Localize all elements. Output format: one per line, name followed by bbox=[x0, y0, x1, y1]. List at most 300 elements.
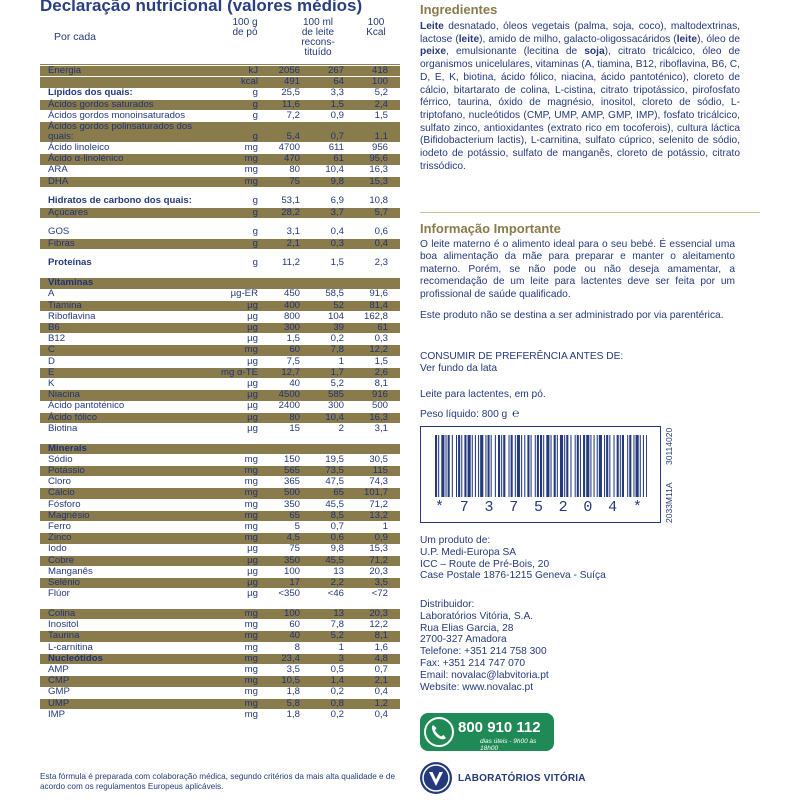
nutrition-cell-name: Fósforo bbox=[48, 498, 81, 510]
nutrition-cell-v2: 52 bbox=[333, 299, 344, 311]
nutrition-cell-v3: 91,6 bbox=[369, 288, 388, 300]
nutrition-cell-name: Energia bbox=[48, 65, 82, 76]
nutrition-row bbox=[40, 258, 400, 268]
barcode-side-codes: 2033M11A 30114020 bbox=[664, 428, 674, 523]
nutrition-cell-name: K bbox=[48, 378, 55, 389]
barcode-bar bbox=[560, 435, 563, 497]
barcode-bar bbox=[435, 435, 437, 497]
nutrition-cell-v1: 7,2 bbox=[286, 109, 300, 121]
nutrition-cell-unit: µg bbox=[247, 310, 258, 322]
nutrition-cell-v3: 12,2 bbox=[369, 619, 388, 631]
nutrition-cell-v3: 115 bbox=[372, 465, 388, 476]
nutrition-title: Declaração nutricional (valores médios) bbox=[40, 0, 363, 15]
nutrition-cell-unit: µg bbox=[247, 333, 258, 345]
barcode-bar bbox=[551, 435, 552, 497]
nutrition-cell-name: Manganês bbox=[48, 565, 93, 577]
nutrition-cell-v2: 45,5 bbox=[325, 498, 344, 510]
product-type: Leite para lactentes, em pó. bbox=[420, 389, 546, 400]
nutrition-cell-v3: 1,5 bbox=[374, 109, 388, 121]
nutrition-cell-v2: 1 bbox=[338, 355, 344, 367]
nutrition-cell-v3: 2,1 bbox=[374, 675, 388, 687]
nutrition-cell-v1: 60 bbox=[289, 344, 300, 356]
nutrition-cell-v3: 0,6 bbox=[374, 226, 388, 238]
nutrition-cell-name: L-carnitina bbox=[48, 641, 93, 653]
nutrition-cell-name: Flúor bbox=[48, 588, 70, 600]
nutrition-cell-unit: µg bbox=[247, 355, 258, 367]
section-divider bbox=[420, 212, 760, 213]
barcode-bar bbox=[614, 435, 615, 497]
barcode-bar bbox=[452, 435, 453, 497]
nutrition-cell-v3: 10,8 bbox=[369, 195, 388, 207]
barcode-bar bbox=[617, 435, 619, 497]
nutrition-cell-unit: mg bbox=[244, 164, 258, 176]
nutrition-cell-v1: 3,1 bbox=[286, 226, 300, 238]
nutrition-cell-v1: 2400 bbox=[278, 400, 300, 412]
barcode-bar bbox=[456, 435, 457, 497]
nutrition-cell-unit: mg bbox=[244, 453, 258, 465]
nutrition-row bbox=[40, 289, 400, 299]
nutrition-cell-v2: 3,3 bbox=[330, 87, 344, 99]
nutrition-cell-unit: mg bbox=[244, 532, 258, 544]
barcode-bar bbox=[564, 435, 565, 497]
nutrition-cell-name: Ácidos gordos monoinsaturados bbox=[48, 109, 186, 121]
nutrition-row bbox=[40, 154, 400, 164]
nutrition-cell-unit: mg bbox=[244, 153, 258, 165]
nutrition-cell-unit: mg bbox=[244, 675, 258, 687]
nutrition-cell-v3: 418 bbox=[371, 65, 388, 76]
nutrition-cell-v3: 2,6 bbox=[374, 366, 388, 378]
nutrition-cell-name: B12 bbox=[48, 333, 66, 345]
nutrition-cell-v2: 1,5 bbox=[330, 98, 344, 110]
v-logo-icon bbox=[420, 762, 452, 794]
nutrition-cell-name: B6 bbox=[48, 322, 60, 333]
nutrition-cell-unit: mg bbox=[244, 521, 258, 532]
barcode-bar bbox=[503, 435, 505, 497]
distributor-website[interactable]: Website: www.novalac.pt bbox=[420, 681, 534, 693]
nutrition-cell-v3: 5,7 bbox=[374, 206, 388, 218]
nutrition-cell-v3: 15,3 bbox=[369, 543, 388, 555]
nutrition-cell-v1: 11,2 bbox=[282, 257, 300, 269]
nutrition-cell-v1: 40 bbox=[289, 378, 300, 389]
nutrition-row bbox=[40, 500, 400, 510]
nutrition-cell-v3: 15,3 bbox=[369, 175, 388, 187]
nutrition-cell-v1: 2,1 bbox=[286, 237, 300, 249]
nutrition-cell-v3: 0,7 bbox=[374, 664, 388, 675]
nutrition-row bbox=[40, 334, 400, 344]
nutrition-cell-unit: µg bbox=[247, 299, 258, 311]
nutrition-cell-v2: 19,5 bbox=[325, 453, 344, 465]
nutrition-cell-unit: mg bbox=[244, 487, 258, 499]
nutrition-cell-v1: 4700 bbox=[278, 142, 300, 153]
barcode-bar bbox=[583, 435, 585, 497]
nutrition-cell-name: Cobre bbox=[48, 554, 75, 566]
nutrition-row bbox=[40, 466, 400, 476]
manufacturer: Um produto de: U.P. Medi-Europa SA ICC – Route de Pré-Bois, 20 Case Postale 1876-1215 Geneva - Suíça bbox=[420, 535, 606, 582]
barcode-bar bbox=[566, 435, 568, 497]
nutrition-cell-v3: 71,2 bbox=[369, 554, 388, 566]
nutrition-cell-name: Ferro bbox=[48, 521, 71, 532]
barcode-digit: 0 bbox=[583, 499, 598, 516]
nutrition-row bbox=[40, 323, 400, 333]
barcode-bar bbox=[527, 435, 529, 497]
nutrition-cell-v3: 1,5 bbox=[374, 355, 388, 367]
nutrition-row bbox=[40, 578, 400, 588]
nutrition-cell-v2: 13 bbox=[333, 565, 344, 577]
nutrition-cell-v1: 40 bbox=[289, 630, 300, 642]
nutrition-cell-unit: mg bbox=[244, 708, 258, 720]
nutrition-cell-v1: 350 bbox=[283, 498, 300, 510]
barcode-bar bbox=[575, 435, 576, 497]
nutrition-row bbox=[40, 177, 400, 187]
nutrition-cell-v3: 95,6 bbox=[369, 153, 388, 165]
barcode-bar bbox=[441, 435, 444, 497]
nutrition-cell-name: IMP bbox=[48, 708, 66, 720]
nutrition-cell-unit: µg bbox=[247, 543, 258, 555]
nutrition-cell-name: GMP bbox=[48, 686, 70, 698]
nutrition-cell-name: Selénio bbox=[48, 577, 81, 588]
nutrition-cell-unit: g bbox=[252, 109, 258, 121]
nutrition-cell-v2: 3,7 bbox=[330, 206, 344, 218]
nutrition-cell-name: A bbox=[48, 288, 55, 300]
nutrition-cell-v1: 365 bbox=[283, 476, 300, 488]
barcode-bar bbox=[627, 435, 628, 497]
nutrition-cell-v2: 0,2 bbox=[330, 686, 344, 698]
nutrition-cell-v1: 450 bbox=[283, 288, 300, 300]
nutrition-cell-v3: 1,2 bbox=[374, 697, 388, 709]
nutrition-cell-name: Lípidos dos quais: bbox=[48, 87, 133, 99]
nutrition-cell-v2: 10,4 bbox=[325, 164, 344, 176]
nutrition-cell-v2: 39 bbox=[333, 322, 344, 333]
nutrition-cell-v1: 17 bbox=[289, 577, 300, 588]
barcode-digit: 2 bbox=[558, 499, 573, 516]
nutrition-cell-name: Niacina bbox=[48, 389, 80, 401]
helpline-number: 800 910 112 bbox=[458, 719, 541, 736]
nutrition-cell-name: UMP bbox=[48, 697, 70, 709]
barcode-bar bbox=[478, 435, 479, 497]
nutrition-cell-v2: 5,2 bbox=[330, 378, 344, 389]
nutrition-cell-v2: 9,8 bbox=[330, 175, 344, 187]
info-panel bbox=[420, 0, 760, 800]
nutrition-row bbox=[40, 165, 400, 175]
nutrition-cell-name: Ácido α-linolénico bbox=[48, 153, 124, 165]
barcode-bar bbox=[570, 435, 571, 497]
barcode-bar bbox=[599, 435, 602, 497]
barcode-bar bbox=[604, 435, 605, 497]
nutrition-cell-unit: mg bbox=[244, 465, 258, 476]
parenteral-note: Este produto não se destina a ser administrado por via parentérica. bbox=[420, 310, 724, 321]
nutrition-cell-v3: 0,4 bbox=[374, 686, 388, 698]
nutrition-row bbox=[40, 522, 400, 532]
per-label: Por cada bbox=[54, 31, 97, 43]
nutrition-cell-v1: 300 bbox=[283, 322, 300, 333]
barcode-bar bbox=[438, 435, 439, 497]
barcode-bar bbox=[511, 435, 513, 497]
nutrition-row bbox=[40, 301, 400, 311]
barcode-bar bbox=[461, 435, 462, 497]
nutrition-row bbox=[40, 699, 400, 709]
nutrition-cell-v2: 0,8 bbox=[330, 697, 344, 709]
nutrition-row bbox=[40, 631, 400, 641]
barcode-bar bbox=[537, 435, 539, 497]
nutrition-cell-v3: 8,1 bbox=[374, 378, 388, 389]
nutrition-cell-v2: 9,8 bbox=[330, 543, 344, 555]
nutrition-row bbox=[40, 477, 400, 487]
nutrition-cell-v3: 13,2 bbox=[369, 509, 388, 521]
nutrition-cell-v2: 1 bbox=[338, 641, 344, 653]
nutrition-cell-name: Sódio bbox=[48, 453, 73, 465]
nutrition-cell-v2: 1,5 bbox=[330, 257, 344, 269]
nutrition-cell-v1: 1,8 bbox=[286, 708, 300, 720]
nutrition-row bbox=[40, 278, 400, 288]
nutrition-cell-unit: g bbox=[252, 206, 258, 218]
nutrition-row bbox=[40, 556, 400, 566]
barcode-bar bbox=[594, 435, 595, 497]
nutrition-panel bbox=[40, 0, 400, 800]
nutrition-cell-v1: 500 bbox=[283, 487, 300, 499]
nutrition-cell-name: Potássio bbox=[48, 465, 85, 476]
phone-icon bbox=[424, 717, 454, 747]
barcode-bar bbox=[643, 435, 644, 497]
nutrition-cell-v3: 162,8 bbox=[363, 310, 388, 322]
nutrition-cell-v2: 1,7 bbox=[330, 366, 344, 378]
nutrition-cell-v3: 2,4 bbox=[374, 98, 388, 110]
nutrition-cell-v2: 45,5 bbox=[325, 554, 344, 566]
barcode-bar bbox=[620, 435, 621, 497]
nutrition-row bbox=[40, 239, 400, 249]
nutrition-cell-v2: 2 bbox=[338, 422, 344, 434]
nutrition-row bbox=[40, 357, 400, 367]
nutrition-cell-v2: 300 bbox=[327, 400, 344, 412]
nutrition-cell-name: Magnésio bbox=[48, 509, 90, 521]
nutrition-cell-unit: mg bbox=[244, 641, 258, 653]
nutrition-cell-name: Zinco bbox=[48, 532, 72, 544]
nutrition-row bbox=[40, 143, 400, 153]
nutrition-cell-v2: 611 bbox=[328, 142, 344, 153]
nutrition-cell-v1: 8 bbox=[294, 641, 300, 653]
nutrition-cell-v1: 4500 bbox=[278, 389, 300, 401]
nutrition-cell-unit: mg bbox=[244, 175, 258, 187]
barcode-bar bbox=[597, 435, 598, 497]
helpline-badge[interactable] bbox=[420, 713, 554, 751]
nutrition-cell-name: Hidratos de carbono dos quais: bbox=[48, 195, 192, 207]
nutrition-cell-unit: µg bbox=[247, 378, 258, 389]
nutrition-cell-name: E bbox=[48, 366, 55, 378]
nutrition-cell-unit: g bbox=[252, 226, 258, 238]
nutrition-cell-v2: 0,4 bbox=[330, 226, 344, 238]
nutrition-cell-v2: 47,5 bbox=[325, 476, 344, 488]
nutrition-cell-v2: 13 bbox=[333, 608, 344, 619]
nutrition-cell-name: Nucleótidos bbox=[48, 652, 103, 664]
nutrition-cell-v1: 11,6 bbox=[282, 98, 300, 110]
barcode-bar bbox=[633, 435, 634, 497]
nutrition-row bbox=[40, 413, 400, 423]
nutrition-cell-unit: µg bbox=[247, 389, 258, 401]
nutrition-row bbox=[40, 401, 400, 411]
nutrition-cell-v2: 58,5 bbox=[325, 288, 344, 300]
barcode-bar bbox=[498, 435, 500, 497]
nutrition-cell-v1: 28,2 bbox=[281, 206, 300, 218]
barcode-number bbox=[435, 499, 647, 516]
nutrition-cell-v1: 2056 bbox=[278, 65, 300, 76]
nutrition-row bbox=[40, 676, 400, 686]
barcode-bar bbox=[446, 435, 447, 497]
nutrition-cell-v3: 0,3 bbox=[374, 333, 388, 345]
nutrition-row bbox=[40, 533, 400, 543]
nutrition-cell-name: Ácidos gordos polinsaturados dos quais: bbox=[48, 121, 192, 142]
nutrition-cell-name: Cálcio bbox=[48, 487, 75, 499]
barcode-bar bbox=[629, 435, 631, 497]
nutrition-cell-unit: g bbox=[252, 87, 258, 99]
nutrition-cell-unit: µg bbox=[247, 322, 258, 333]
barcode-bar bbox=[557, 435, 558, 497]
nutrition-cell-v3: 100 bbox=[371, 76, 388, 88]
nutrition-cell-unit: µg bbox=[247, 554, 258, 566]
nutrition-cell-name: D bbox=[48, 355, 55, 367]
nutrition-cell-unit: mg bbox=[244, 697, 258, 709]
barcode-digit: 4 bbox=[608, 499, 623, 516]
nutrition-cell-v1: 4,5 bbox=[286, 532, 300, 544]
distributor-email[interactable]: Email: novalac@labvitoria.pt bbox=[420, 669, 549, 681]
distributor: Distribuidor: Laboratórios Vitória, S.A. Rua Elias Garcia, 28 2700-327 Amadora Telefone: +351 214 758 300 Fax: +351 214 747 070 Email: novalac@labvitoria.pt Website: www.novalac.pt bbox=[420, 599, 549, 693]
nutrition-row bbox=[40, 424, 400, 434]
barcode-bars bbox=[435, 435, 647, 497]
nutrition-cell-v2: 0,9 bbox=[330, 109, 344, 121]
barcode-bar bbox=[458, 435, 460, 497]
nutrition-cell-v2: 0,3 bbox=[330, 237, 344, 249]
important-info-title: Informação Importante bbox=[420, 221, 561, 236]
nutrition-cell-unit: mg bbox=[244, 652, 258, 664]
nutrition-cell-unit: mg α-TE bbox=[221, 366, 258, 378]
nutrition-cell-v3: 20,3 bbox=[369, 608, 388, 619]
nutrition-cell-unit: g bbox=[252, 257, 258, 269]
barcode-bar bbox=[488, 435, 490, 497]
nutrition-row bbox=[40, 208, 400, 218]
nutrition-cell-v3: 20,3 bbox=[369, 565, 388, 577]
nutrition-cell-v3: 74,3 bbox=[369, 476, 388, 488]
barcode-bar bbox=[517, 435, 520, 497]
barcode-bar bbox=[475, 435, 476, 497]
nutrition-cell-unit: mg bbox=[244, 509, 258, 521]
barcode-bar bbox=[543, 435, 544, 497]
nutrition-cell-name: Cloro bbox=[48, 476, 71, 488]
nutrition-cell-v2: 65 bbox=[333, 487, 344, 499]
nutrition-row bbox=[40, 643, 400, 653]
nutrition-row bbox=[40, 567, 400, 577]
barcode bbox=[420, 426, 661, 523]
nutrition-cell-v1: 800 bbox=[283, 310, 300, 322]
nutrition-cell-v1: 491 bbox=[283, 76, 300, 88]
barcode-bar bbox=[495, 435, 496, 497]
nutrition-cell-v3: 500 bbox=[371, 400, 388, 412]
nutrition-cell-v3: 1,6 bbox=[374, 641, 388, 653]
nutrition-cell-unit: µg bbox=[247, 565, 258, 577]
nutrition-row bbox=[40, 488, 400, 498]
nutrition-cell-v3: 16,3 bbox=[369, 164, 388, 176]
nutrition-cell-unit: mg bbox=[244, 686, 258, 698]
barcode-bar bbox=[606, 435, 608, 497]
nutrition-cell-v1: 100 bbox=[283, 565, 300, 577]
barcode-bar bbox=[464, 435, 466, 497]
barcode-bar bbox=[636, 435, 639, 497]
nutrition-cell-v3: 956 bbox=[371, 142, 388, 153]
nutrition-row bbox=[40, 196, 400, 206]
nutrition-cell-unit: µg bbox=[247, 577, 258, 588]
nutrition-cell-unit: kcal bbox=[240, 76, 258, 88]
nutrition-row bbox=[40, 444, 400, 454]
nutrition-cell-v2: 0,5 bbox=[330, 664, 344, 675]
nutrition-cell-unit: mg bbox=[244, 142, 258, 153]
barcode-bar bbox=[491, 435, 492, 497]
ingredients-text: Leite desnatado, óleos vegetais (palma, soja, coco), maltodextrinas, lactose (leite), amido de milho, galacto-oligossacáridos (leite), óleo de peixe, emulsionante (lecitina de soja), citrato tricálcico, óleo de organismos unicelulares, vitaminas (A, tiamina, B12, riboflavina, B6, C, D, E, K, biotina, ácido fólico, niacina, ácido pantoténico), cloreto de cálcio, bitartarato de colina, L-cistina, citrato tripotássico, pirofosfato férrico, taurina, óxido de magnésio, inositol, cloreto de sódio, L-triptofano, nucleótidos (CMP, UMP, AMP, GMP, IMP), fosfato tricálcico, sulfato zinco, antioxidantes (extrato rico em tocoferois), cultura láctica (Bifidobacterium lactis), L-carnitina, sulfato cúprico, selenito de sódio, iodeto de potássio, sulfato de manganês, cloreto de potássio, citrato trissódico. bbox=[420, 21, 740, 172]
barcode-bar bbox=[580, 435, 581, 497]
nutrition-row bbox=[40, 312, 400, 322]
nutrition-cell-unit: mg bbox=[244, 664, 258, 675]
nutrition-cell-v2: <46 bbox=[327, 588, 344, 600]
nutrition-cell-v3: 16,3 bbox=[369, 411, 388, 423]
barcode-bar bbox=[646, 435, 647, 497]
nutrition-row bbox=[40, 544, 400, 554]
barcode-bar bbox=[501, 435, 502, 497]
nutrition-cell-v2: 0,6 bbox=[330, 532, 344, 544]
nutrition-cell-unit: g bbox=[252, 195, 258, 207]
nutrition-cell-name: Iodo bbox=[48, 543, 67, 555]
nutrition-cell-name: Biotina bbox=[48, 422, 78, 434]
nutrition-cell-v1: 470 bbox=[283, 153, 300, 165]
nutrition-cell-name: Taurina bbox=[48, 630, 80, 642]
nutrition-row bbox=[40, 368, 400, 378]
formula-footnote: Esta fórmula é preparada com colaboração médica, segundo critérios da mais alta qualidade e de acordo com os regulamentos Europeus aplicáveis. bbox=[40, 772, 395, 791]
barcode-bar bbox=[590, 435, 591, 497]
barcode-digit: 7 bbox=[509, 499, 524, 516]
nutrition-cell-v3: 8,1 bbox=[374, 630, 388, 642]
nutrition-cell-v3: 12,2 bbox=[369, 344, 388, 356]
nutrition-cell-v1: 75 bbox=[289, 175, 300, 187]
nutrition-row bbox=[40, 77, 400, 87]
nutrition-cell-v1: 60 bbox=[289, 619, 300, 631]
nutrition-cell-unit: g bbox=[252, 131, 258, 142]
nutrition-cell-name: Riboflavina bbox=[48, 310, 96, 322]
nutrition-column-headers bbox=[40, 18, 400, 64]
nutrition-cell-name: Inositol bbox=[48, 619, 79, 631]
nutrition-row bbox=[40, 710, 400, 720]
nutrition-cell-v2: 64 bbox=[333, 76, 344, 88]
nutrition-row bbox=[40, 687, 400, 697]
nutrition-cell-v1: 7,5 bbox=[286, 355, 300, 367]
nutrition-cell-v1: 1,5 bbox=[286, 333, 300, 345]
nutrition-cell-v3: 0,4 bbox=[374, 708, 388, 720]
nutrition-cell-v3: 2,3 bbox=[374, 257, 388, 269]
barcode-bar bbox=[448, 435, 450, 497]
nutrition-cell-v2: 8,5 bbox=[330, 509, 344, 521]
nutrition-cell-v1: 1,8 bbox=[286, 686, 300, 698]
nutrition-cell-name: Proteínas bbox=[48, 257, 92, 269]
barcode-bar bbox=[472, 435, 473, 497]
nutrition-cell-unit: mg bbox=[244, 630, 258, 642]
nutrition-cell-v3: 101,7 bbox=[363, 487, 388, 499]
nutrition-row bbox=[40, 100, 400, 110]
barcode-bar bbox=[586, 435, 589, 497]
nutrition-cell-name: Colina bbox=[48, 608, 76, 619]
barcode-bar bbox=[521, 435, 522, 497]
nutrition-cell-v1: 5,8 bbox=[286, 697, 300, 709]
nutrition-cell-v1: 80 bbox=[289, 411, 300, 423]
nutrition-cell-v3: 3,5 bbox=[374, 577, 388, 588]
nutrition-cell-unit: mg bbox=[244, 344, 258, 356]
best-before: CONSUMIR DE PREFERÊNCIA ANTES DE: Ver fundo da lata bbox=[420, 351, 624, 374]
nutrition-cell-v2: 5,2 bbox=[330, 630, 344, 642]
nutrition-row bbox=[40, 654, 400, 664]
barcode-bar bbox=[531, 435, 532, 497]
